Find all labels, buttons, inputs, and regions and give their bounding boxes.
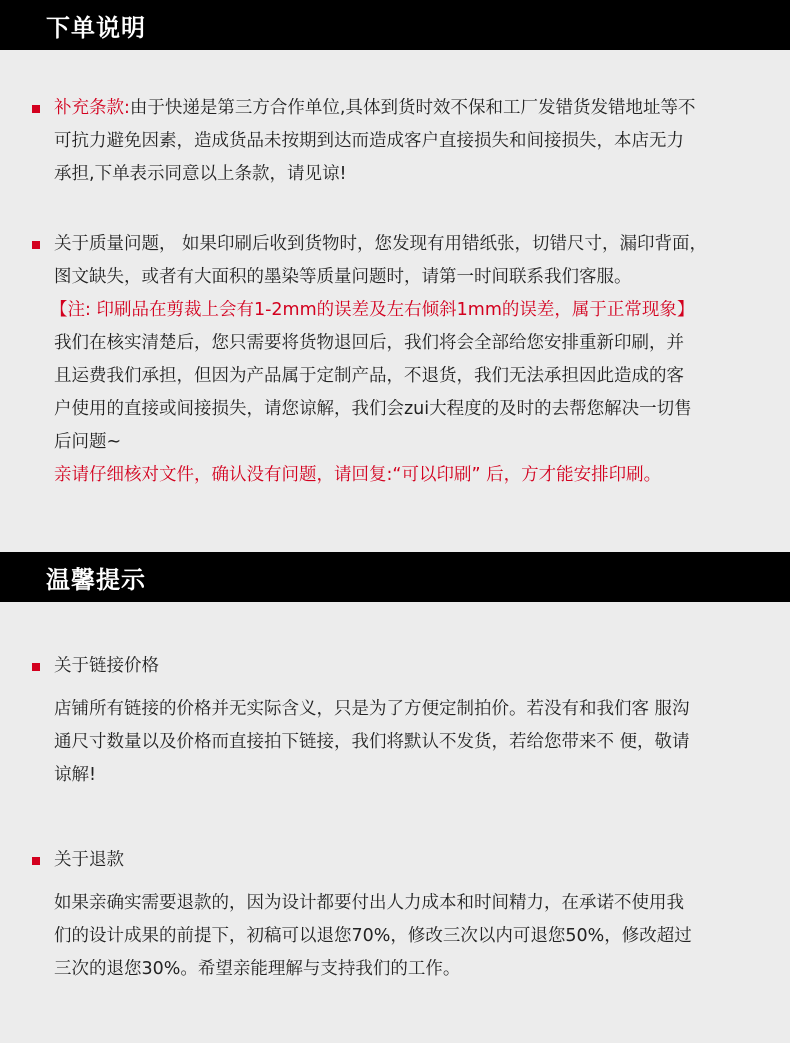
refund-line-2: 们的设计成果的前提下，初稿可以退您70%，修改三次以内可退您50%，修改超过 bbox=[54, 926, 692, 946]
red-square-bullet-icon bbox=[32, 857, 40, 865]
order-instructions-header bbox=[0, 0, 790, 50]
refund-line-3: 三次的退您30%。希望亲能理解与支持我们的工作。 bbox=[54, 959, 461, 979]
red-square-bullet-icon bbox=[32, 241, 40, 249]
supplement-label: 补充条款: bbox=[54, 98, 130, 118]
refund-heading-row bbox=[32, 844, 762, 877]
quality-line-2: 图文缺失，或者有大面积的墨染等质量问题时，请第一时间联系我们客服。 bbox=[54, 267, 632, 287]
red-square-bullet-icon bbox=[32, 663, 40, 671]
quality-line-4: 且运费我们承担，但因为产品属于定制产品，不退货，我们无法承担因此造成的客 bbox=[54, 366, 684, 386]
supplement-line-3: 承担,下单表示同意以上条款，请见谅! bbox=[54, 164, 347, 184]
link-price-heading-row bbox=[32, 650, 762, 683]
quality-line-5: 户使用的直接或间接损失，请您谅解，我们会zui大程度的及时的去帮您解决一切售 bbox=[54, 399, 692, 419]
link-price-heading: 关于链接价格 bbox=[54, 656, 159, 676]
quality-issue-block bbox=[32, 228, 762, 492]
link-price-block bbox=[32, 650, 762, 792]
quality-line-6: 后问题~ bbox=[54, 432, 122, 452]
link-price-line-1: 店铺所有链接的价格并无实际含义，只是为了方便定制拍价。若没有和我们客 服沟 bbox=[54, 699, 690, 719]
warm-tips-title: 温馨提示 bbox=[46, 565, 146, 594]
refund-line-1: 如果亲确实需要退款的，因为设计都要付出人力成本和时间精力，在承诺不使用我 bbox=[54, 893, 684, 913]
red-square-bullet-icon bbox=[32, 105, 40, 113]
supplement-line-1 bbox=[32, 92, 762, 125]
supplement-clause-block bbox=[32, 92, 762, 191]
quality-text-1: 关于质量问题， 如果印刷后收到货物时，您发现有用错纸张，切错尺寸，漏印背面， bbox=[54, 234, 708, 254]
confirm-print-notice: 亲请仔细核对文件，确认没有问题，请回复:“可以印刷” 后，方才能安排印刷。 bbox=[54, 465, 662, 485]
supplement-text-1: 由于快递是第三方合作单位,具体到货时效不保和工厂发错货发错地址等不 bbox=[129, 98, 696, 118]
warm-tips-header bbox=[0, 552, 790, 602]
refund-heading: 关于退款 bbox=[54, 850, 124, 870]
warm-tips-section bbox=[0, 552, 790, 1043]
supplement-line-2: 可抗力避免因素，造成货品未按期到达而造成客户直接损失和间接损失，本店无力 bbox=[54, 131, 684, 151]
order-instructions-title: 下单说明 bbox=[46, 13, 146, 42]
link-price-line-3: 谅解! bbox=[54, 765, 97, 785]
link-price-line-2: 通尺寸数量以及价格而直接拍下链接，我们将默认不发货，若给您带来不 便，敬请 bbox=[54, 732, 690, 752]
refund-block bbox=[32, 844, 762, 986]
quality-line-1 bbox=[32, 228, 762, 261]
quality-note: 【注: 印刷品在剪裁上会有1-2mm的误差及左右倾斜1mm的误差，属于正常现象】 bbox=[50, 300, 695, 320]
quality-line-3: 我们在核实清楚后，您只需要将货物退回后，我们将会全部给您安排重新印刷，并 bbox=[54, 333, 684, 353]
